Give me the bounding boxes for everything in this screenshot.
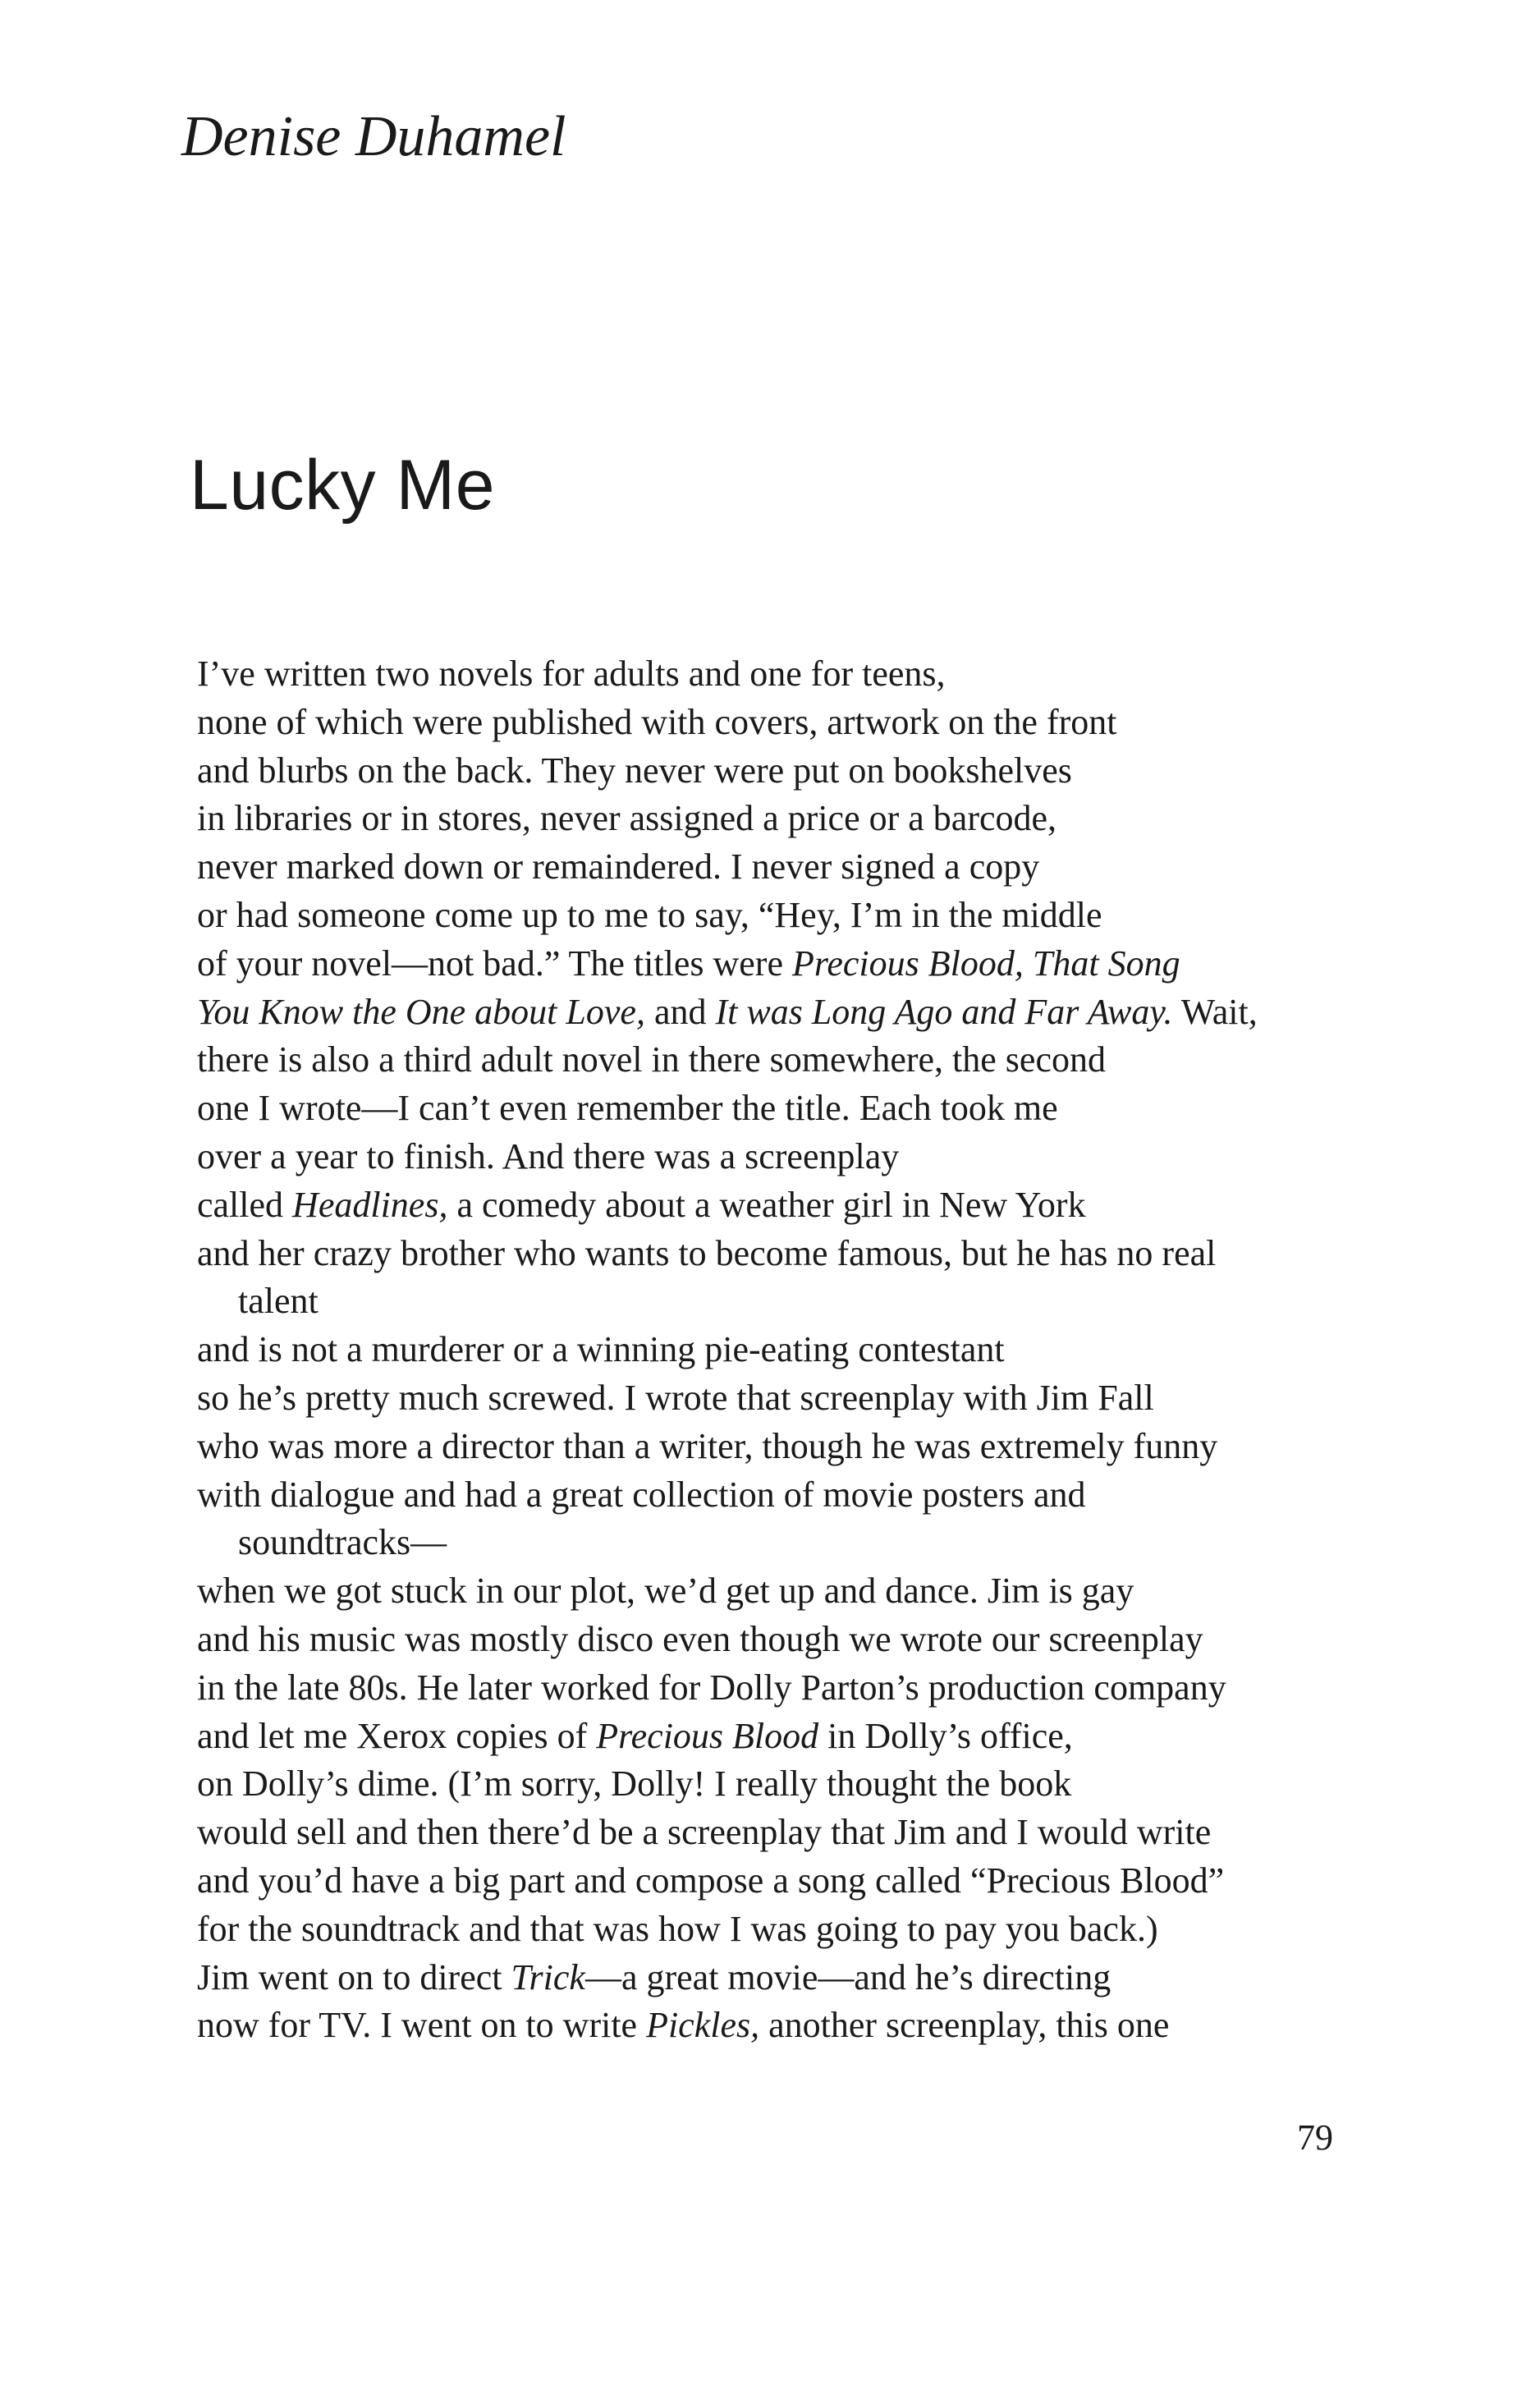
poem-line	[197, 650, 1461, 699]
poem-line	[197, 940, 1461, 988]
poem-text: of your novel—not bad.” The titles were	[197, 942, 792, 984]
poem-text: called	[197, 1184, 293, 1225]
poem-text: a comedy about a weather girl in New York	[447, 1184, 1086, 1225]
poem-line	[197, 1857, 1461, 1906]
poem-line	[197, 1760, 1461, 1809]
poem-text: and her crazy brother who wants to become famous, but he has no real	[197, 1232, 1217, 1273]
poem-text: and blurbs on the back. They never were put on bookshelves	[197, 750, 1072, 791]
poem-text: and	[644, 991, 716, 1032]
poem-text: when we got stuck in our plot, we’d get up and dance. Jim is gay	[197, 1571, 1134, 1612]
movie-title: Trick	[511, 1956, 585, 1997]
book-title: It was Long Ago and Far Away.	[715, 991, 1173, 1032]
poem-line	[197, 1181, 1461, 1230]
poem-text: and his music was mostly disco even though we wrote our screenplay	[197, 1618, 1203, 1659]
poem-text: or had someone come up to me to say, “Hey, I’m in the middle	[197, 894, 1102, 935]
poem-text: in libraries or in stores, never assigned a price or a barcode,	[197, 798, 1057, 839]
book-title: Precious Blood, That Song	[792, 942, 1180, 984]
poem-line	[197, 747, 1461, 796]
poem-text: one I wrote—I can’t even remember the title. Each took me	[197, 1088, 1058, 1129]
poem-line	[197, 1954, 1461, 2002]
poem-text: in Dolly’s office,	[818, 1715, 1073, 1756]
poem-text: for the soundtrack and that was how I was going to pay you back.)	[197, 1908, 1158, 1949]
poem-text: so he’s pretty much screwed. I wrote that screenplay with Jim Fall	[197, 1377, 1154, 1418]
poem-line	[197, 1616, 1461, 1664]
poem-text: none of which were published with covers, artwork on the front	[197, 701, 1117, 742]
poem-text: on Dolly’s dime. (I’m sorry, Dolly! I really thought the book	[197, 1763, 1072, 1805]
poem-line	[197, 1133, 1461, 1181]
poem-line	[197, 988, 1461, 1037]
poem-text: now for TV. I went on to write	[197, 2005, 647, 2046]
author-name: Denise Duhamel	[181, 105, 566, 168]
poem-text: over a year to finish. And there was a screenplay	[197, 1135, 900, 1176]
poem-line	[197, 1374, 1461, 1423]
poem-line	[197, 1567, 1461, 1616]
poem-text: and you’d have a big part and compose a song called “Precious Blood”	[197, 1860, 1225, 1901]
poem-line	[197, 2002, 1461, 2050]
poem-text: another screenplay, this one	[759, 2005, 1170, 2046]
poem-line	[197, 699, 1461, 747]
poem-title: Lucky Me	[190, 446, 496, 525]
poem-text: soundtracks—	[238, 1522, 447, 1563]
poem-line	[197, 1085, 1461, 1133]
page-number: 79	[1297, 2117, 1333, 2158]
poem-text: I’ve written two novels for adults and one for teens,	[197, 654, 946, 694]
poem-line	[197, 795, 1461, 843]
poem-body	[197, 650, 1461, 2050]
poem-line	[197, 1809, 1461, 1857]
poem-text: and is not a murderer or a winning pie-eating contestant	[197, 1329, 1005, 1370]
book-title: Precious Blood	[596, 1715, 819, 1756]
poem-line	[197, 1326, 1461, 1374]
poem-text: in the late 80s. He later worked for Dolly Parton’s production company	[197, 1667, 1226, 1708]
poem-text: talent	[238, 1281, 319, 1322]
poem-text: Jim went on to direct	[197, 1956, 511, 1997]
poem-text: and let me Xerox copies of	[197, 1715, 597, 1756]
poem-line-continuation	[197, 1277, 1461, 1326]
poem-line	[197, 1664, 1461, 1713]
poem-line	[197, 1036, 1461, 1085]
poem-line	[197, 1423, 1461, 1471]
poem-text: who was more a director than a writer, though he was extremely funny	[197, 1425, 1218, 1466]
screenplay-title: Pickles,	[646, 2005, 760, 2046]
poem-text: —a great movie—and he’s directing	[584, 1956, 1111, 1997]
poem-text: Wait,	[1172, 991, 1258, 1032]
poem-text: there is also a third adult novel in there somewhere, the second	[197, 1039, 1106, 1080]
poem-text: never marked down or remaindered. I never signed a copy	[197, 846, 1040, 887]
poem-text: would sell and then there’d be a screenplay that Jim and I would write	[197, 1812, 1212, 1853]
screenplay-title: Headlines,	[292, 1184, 448, 1225]
poem-line	[197, 1713, 1461, 1761]
poem-line	[197, 1471, 1461, 1520]
book-title: You Know the One about Love,	[197, 991, 645, 1032]
poem-text: with dialogue and had a great collection of movie posters and	[197, 1474, 1086, 1515]
poem-line-continuation	[197, 1519, 1461, 1567]
poem-line	[197, 843, 1461, 892]
poem-line	[197, 1906, 1461, 1954]
poem-line	[197, 1230, 1461, 1278]
poem-line	[197, 892, 1461, 940]
